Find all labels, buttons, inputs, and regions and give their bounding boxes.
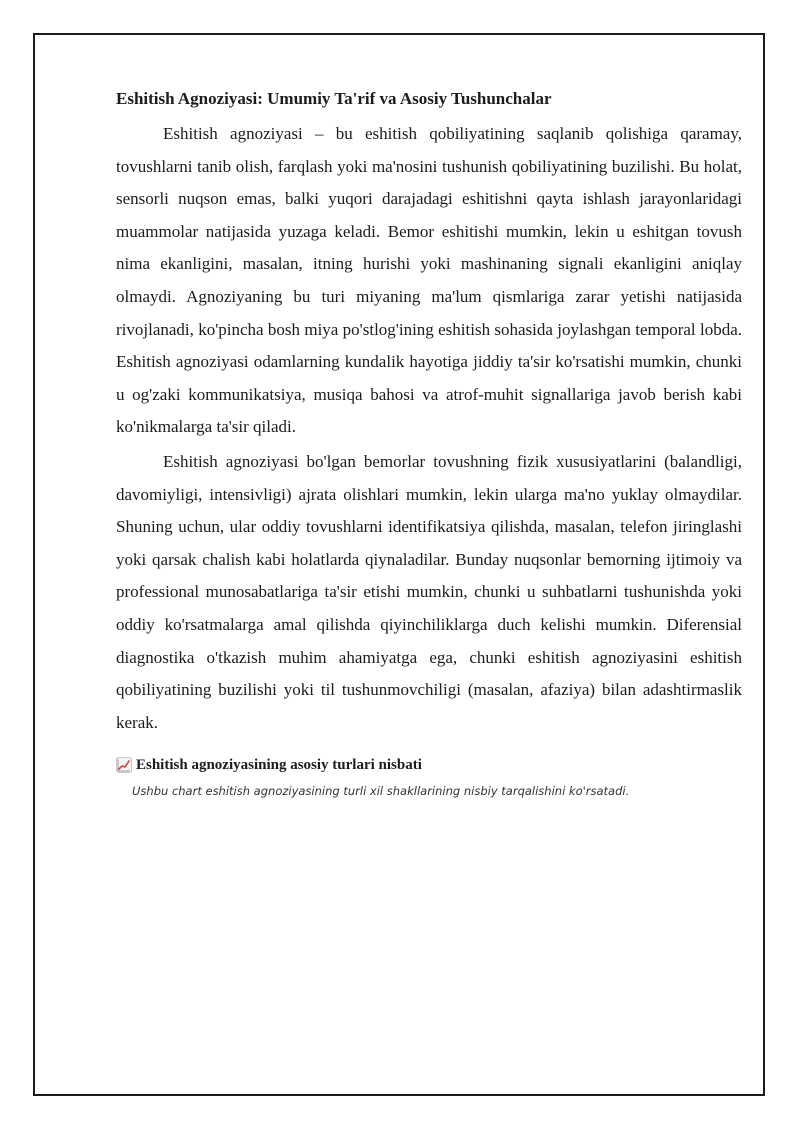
chart-increasing-icon	[116, 757, 132, 773]
document-body	[116, 88, 742, 799]
paragraph-2: Eshitish agnoziyasi bo'lgan bemorlar tovushning fizik xususiyatlarini (balandligi, davomiyligi, intensivligi) ajrata olishlari mumkin, lekin ularga ma'no yuklay olmaydilar. Shuning uchun, ular oddiy tovushlarni identifikatsiya qilishda, masalan, telefon jiringlashi yoki qarsak chalish kabi holatlarda qiynaladilar. Bunday nuqsonlar bemorning ijtimoiy va professional munosabatlariga ta'sir etishi mumkin, chunki u suhbatlarni tushunishda yoki oddiy ko'rsatmalarga amal qilishda qiyinchiliklarga duch kelishi mumkin. Diferensial diagnostika o'tkazish muhim ahamiyatga ega, chunki eshitish agnoziyasini eshitish qobiliyatining buzilishi yoki til tushunmovchiligi (masalan, afaziya) bilan adashtirmaslik kerak.	[116, 451, 742, 732]
paragraph-1: Eshitish agnoziyasi – bu eshitish qobiliyatining saqlanib qolishiga qaramay, tovushlarni tanib olish, farqlash yoki ma'nosini tushunish qobiliyatining buzilishi. Bu holat, sensorli nuqson emas, balki yuqori darajadagi eshitishni qayta ishlash jarayonlaridagi muammolar natijasida yuzaga keladi. Bemor eshitishi mumkin, lekin u eshitgan tovush nima ekanligini, masalan, itning hurishi yoki mashinaning signali ekanligini aniqlay olmaydi. Agnoziyaning bu turi miyaning ma'lum qismlariga zarar yetishi natijasida rivojlanadi, ko'pincha bosh miya po'stlog'ining eshitish sohasida joylashgan temporal lobda. Eshitish agnoziyasi odamlarning kundalik hayotiga jiddiy ta'sir ko'rsatishi mumkin, chunki u og'zaki kommunikatsiya, musiqa bahosi va atrof-muhit signallariga javob berish kabi ko'nikmalarga ta'sir qiladi.	[116, 124, 742, 437]
chart-section-title: Eshitish agnoziyasining asosiy turlari nisbati	[136, 757, 422, 774]
chart-section-header	[116, 755, 742, 775]
document-title: Eshitish Agnoziyasi: Umumiy Ta'rif va Asosiy Tushunchalar	[116, 89, 552, 108]
chart-section-subtitle: Ushbu chart eshitish agnoziyasining turli xil shakllarining nisbiy tarqalishini ko'rsatadi.	[132, 784, 630, 799]
